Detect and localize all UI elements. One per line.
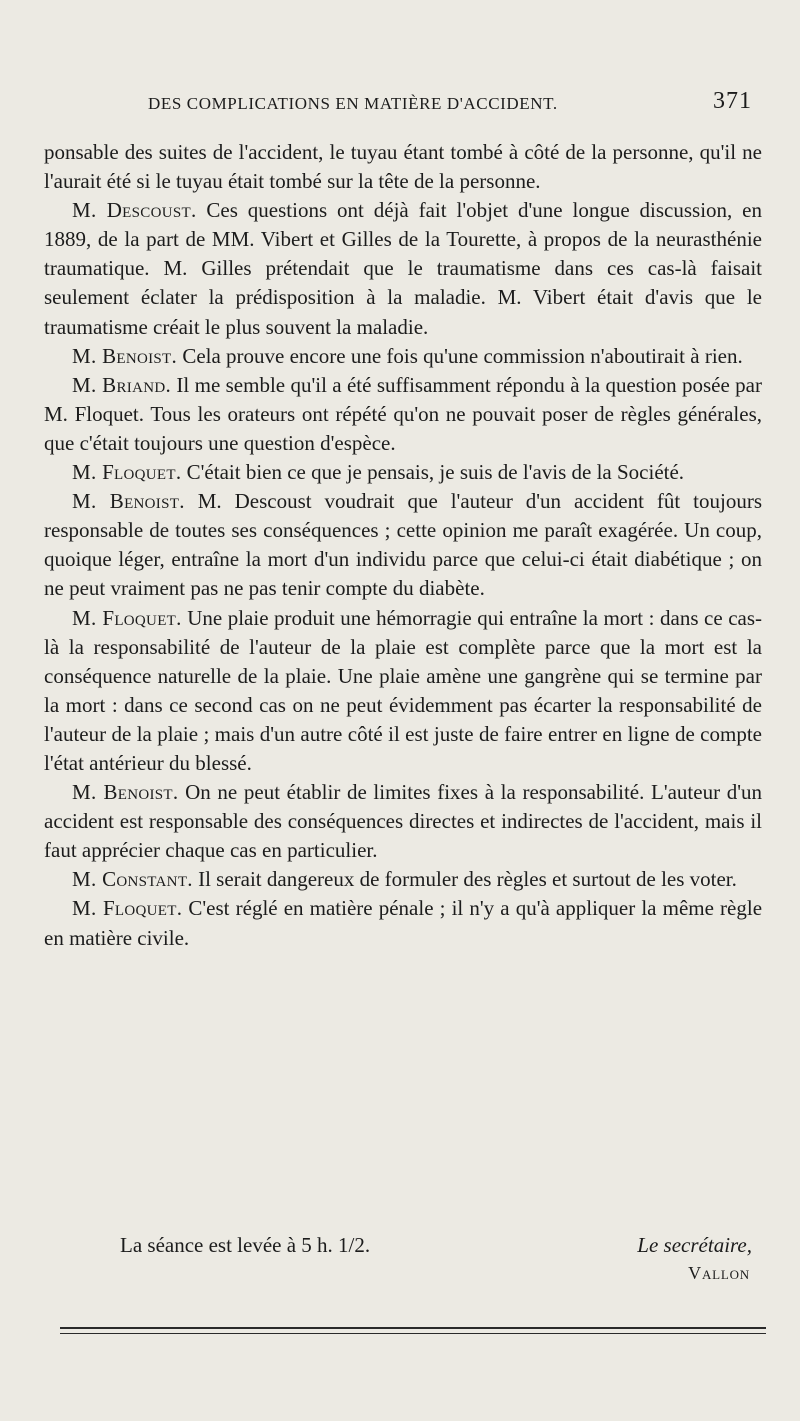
section-divider [60, 1333, 766, 1334]
paragraph: M. Benoist. M. Descoust voudrait que l'auteur d'un accident fût toujours responsable de toutes ses conséquences ; cette opinion me paraît exagérée. Un coup, quoique léger, entraîne la mort d'un individu parce que celui-ci était diabétique ; on ne peut vraiment pas ne pas tenir compte du diabète. [44, 489, 763, 601]
speaker-name: M. Floquet. [72, 605, 182, 630]
paragraph: M. Benoist. On ne peut établir de limites fixes à la responsabilité. L'auteur d'un accident est responsable des conséquences directes et indirectes de l'accident, mais il faut apprécier chaque cas en particulier. [44, 780, 762, 863]
paragraph: M. Briand. Il me semble qu'il a été suffisamment répondu à la question posée par M. Floquet. Tous les orateurs ont répété qu'on ne pouvait poser de règles générales, que c'était toujours une question d'espèce. [44, 372, 763, 455]
closing-block [120, 1233, 756, 1293]
running-title: DES COMPLICATIONS EN MATIÈRE D'ACCIDENT. [148, 94, 558, 113]
page-header [140, 88, 762, 128]
adjournment-note: La séance est levée à 5 h. 1/2. [120, 1233, 371, 1257]
speaker-name: M. Benoist. [72, 489, 185, 514]
paragraph: M. Floquet. C'était bien ce que je pensais, je suis de l'avis de la Société. [72, 460, 685, 485]
page-number: 371 [713, 88, 752, 114]
speaker-name: M. Constant. [72, 867, 193, 892]
speaker-name: M. Benoist. [72, 780, 179, 805]
paragraph: M. Constant. Il serait dangereux de formuler des règles et surtout de les voter. [72, 867, 737, 892]
paragraph: M. Benoist. Cela prouve encore une fois qu'une commission n'aboutirait à rien. [72, 343, 743, 368]
paragraph: ponsable des suites de l'accident, le tuyau étant tombé à côté de la personne, qu'il ne l'aurait été si le tuyau était tombé sur la tête de la personne. [44, 140, 762, 194]
section-divider [60, 1327, 766, 1329]
paragraph: M. Floquet. C'est réglé en matière pénale ; il n'y a qu'à appliquer la même règle en matière civile. [44, 896, 763, 950]
speaker-name: M. Descoust. [72, 198, 197, 223]
speaker-name: M. Briand. [72, 372, 172, 397]
secretary-label: Le secrétaire, [637, 1233, 752, 1257]
paragraph: M. Descoust. Ces questions ont déjà fait l'objet d'une longue discussion, en 1889, de la part de MM. Vibert et Gilles de la Tourette, à propos de la neurasthénie traumatique. M. Gilles prétendait que le traumatisme dans ces cas-là faisait seulement éclater la prédisposition à la maladie. M. Vibert était d'avis que le traumatisme créait le plus souvent la maladie. [44, 198, 762, 339]
speaker-name: M. Floquet. [72, 460, 182, 485]
body-text [44, 138, 762, 953]
secretary-name: Vallon [688, 1263, 750, 1283]
paragraph: M. Floquet. Une plaie produit une hémorragie qui entraîne la mort : dans ce cas-là la responsabilité de l'auteur de la plaie est complète parce que la mort est la conséquence naturelle de la plaie. Une plaie amène une gangrène qui se termine par la mort : dans ce second cas on ne peut évidemment pas écarter la responsabilité de l'auteur de la plaie ; mais d'un autre côté il est juste de faire entrer en ligne de compte l'état antérieur du blessé. [44, 605, 763, 775]
speaker-name: M. Floquet. [72, 896, 183, 921]
speaker-name: M. Benoist. [72, 343, 178, 368]
